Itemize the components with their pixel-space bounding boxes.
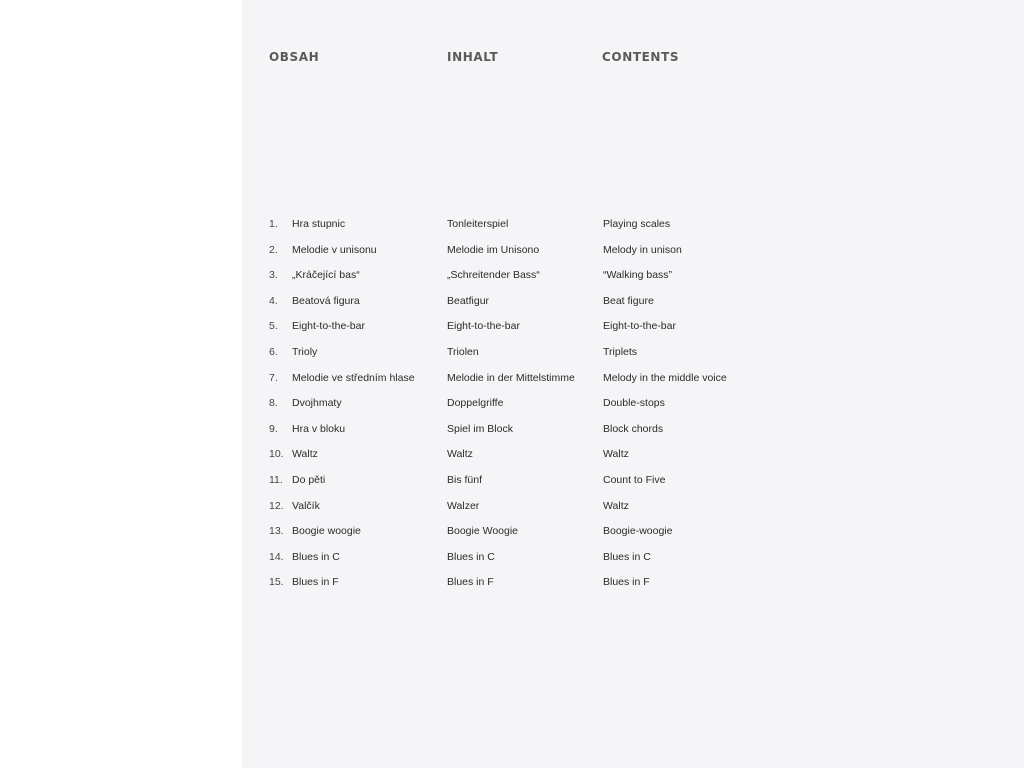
- entry-title-czech: Trioly: [292, 345, 318, 358]
- entry-title-german: Triolen: [447, 345, 479, 358]
- contents-entry: [242, 391, 1024, 417]
- entry-title-english: Block chords: [603, 422, 664, 435]
- entry-title-english: Double-stops: [603, 397, 665, 410]
- entry-title-czech: Valčík: [292, 499, 320, 512]
- entry-title-english: Boogie-woogie: [603, 525, 673, 538]
- entry-number: 7.: [269, 371, 278, 384]
- entry-title-german: Boogie Woogie: [447, 525, 519, 538]
- entry-number: 15.: [269, 576, 284, 589]
- contents-entry: [242, 519, 1024, 545]
- entry-number: 13.: [269, 525, 284, 538]
- entry-title-czech: Waltz: [292, 448, 318, 461]
- entry-number: 12.: [269, 499, 284, 512]
- header-czech: OBSAH: [269, 50, 320, 64]
- entry-title-english: Triplets: [603, 345, 638, 358]
- entry-title-german: Eight-to-the-bar: [447, 320, 520, 333]
- entry-number: 10.: [269, 448, 284, 461]
- entry-number: 5.: [269, 320, 278, 333]
- entry-number: 1.: [269, 218, 278, 230]
- entry-title-english: Eight-to-the-bar: [603, 320, 676, 333]
- entry-title-german: Blues in C: [447, 550, 495, 563]
- contents-entry: [242, 314, 1024, 340]
- document-page: [242, 0, 1024, 768]
- contents-entry: [242, 545, 1024, 571]
- entry-title-english: Count to Five: [603, 473, 666, 486]
- entry-number: 8.: [269, 397, 278, 410]
- entry-title-english: Waltz: [603, 448, 629, 461]
- entry-title-english: Playing scales: [603, 218, 671, 230]
- entry-title-english: Waltz: [603, 499, 629, 512]
- entry-title-czech: Eight-to-the-bar: [292, 320, 365, 333]
- entry-number: 9.: [269, 422, 278, 435]
- entry-title-german: Doppelgriffe: [447, 397, 504, 410]
- entry-title-english: “Walking bass”: [603, 269, 673, 282]
- entry-title-german: Walzer: [447, 499, 480, 512]
- entry-title-german: Spiel im Block: [447, 422, 513, 435]
- contents-list: [242, 212, 1024, 596]
- entry-title-czech: Blues in F: [292, 576, 339, 589]
- contents-entry: [242, 366, 1024, 392]
- contents-entry: [242, 289, 1024, 315]
- entry-title-czech: Dvojhmaty: [292, 397, 342, 410]
- entry-number: 6.: [269, 345, 278, 358]
- contents-entry: [242, 468, 1024, 494]
- entry-title-czech: Boogie woogie: [292, 525, 361, 538]
- entry-title-czech: „Kráčející bas“: [292, 269, 360, 282]
- entry-title-czech: Melodie v unisonu: [292, 243, 377, 256]
- contents-entry: [242, 238, 1024, 264]
- entry-number: 4.: [269, 294, 278, 307]
- entry-title-german: Beatfigur: [447, 294, 490, 307]
- entry-number: 14.: [269, 550, 284, 563]
- contents-entry: [242, 340, 1024, 366]
- entry-title-czech: Beatová figura: [292, 294, 360, 307]
- entry-title-german: Blues in F: [447, 576, 494, 589]
- entry-title-english: Blues in F: [603, 576, 650, 589]
- contents-entry: [242, 570, 1024, 596]
- contents-entry: [242, 263, 1024, 289]
- entry-title-english: Melody in the middle voice: [603, 371, 727, 384]
- entry-title-english: Blues in C: [603, 550, 651, 563]
- entry-title-czech: Do pěti: [292, 473, 326, 486]
- contents-entry: [242, 442, 1024, 468]
- contents-entry: [242, 212, 1024, 238]
- entry-title-german: Bis fünf: [447, 473, 483, 486]
- contents-entry: [242, 417, 1024, 443]
- entry-number: 3.: [269, 269, 278, 282]
- entry-title-german: Melodie in der Mittelstimme: [447, 371, 575, 384]
- entry-title-english: Melody in unison: [603, 243, 682, 256]
- entry-number: 11.: [269, 473, 283, 486]
- entry-title-czech: Blues in C: [292, 550, 340, 563]
- entry-number: 2.: [269, 243, 278, 256]
- entry-title-czech: Melodie ve středním hlase: [292, 371, 415, 384]
- entry-title-czech: Hra v bloku: [292, 422, 346, 435]
- contents-entry: [242, 494, 1024, 520]
- entry-title-german: Waltz: [447, 448, 473, 461]
- entry-title-german: „Schreitender Bass“: [447, 269, 540, 282]
- entry-title-german: Tonleiterspiel: [447, 218, 509, 230]
- entry-title-german: Melodie im Unisono: [447, 243, 540, 256]
- header-german: INHALT: [447, 50, 499, 64]
- header-english: CONTENTS: [602, 50, 680, 64]
- entry-title-czech: Hra stupnic: [292, 218, 346, 230]
- entry-title-english: Beat figure: [603, 294, 654, 307]
